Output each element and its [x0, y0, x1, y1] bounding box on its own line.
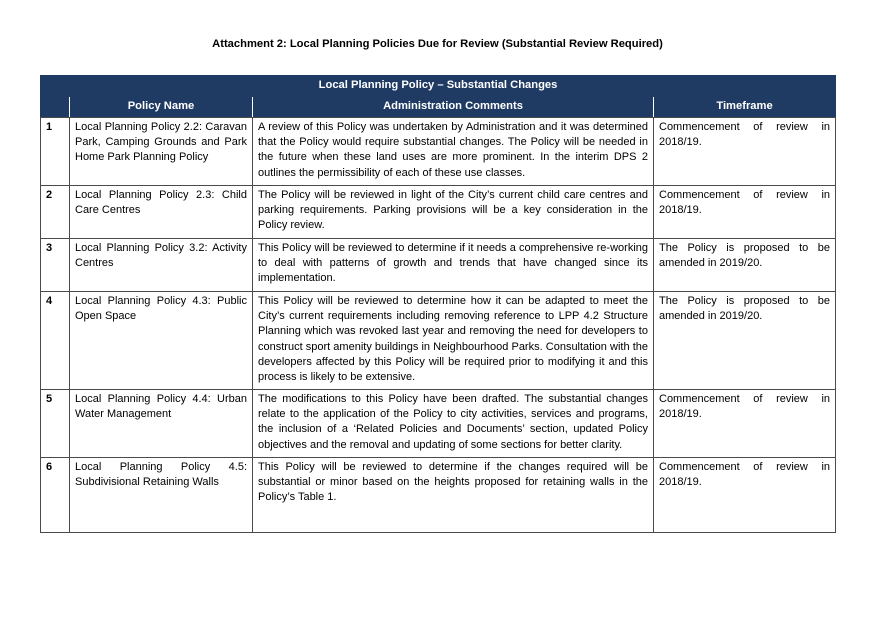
table-row	[41, 458, 836, 533]
timeframe-cell: The Policy is proposed to be amended in 2019/20.	[654, 239, 836, 292]
comments-cell: A review of this Policy was undertaken by Administration and it was determined that the Policy would require substantial changes. The Policy will be needed in the future when these land uses are more prominent. In the interim DPS 2 outlines the permissibility of each of these use classes.	[253, 118, 654, 186]
table-row	[41, 239, 836, 292]
table-banner: Local Planning Policy – Substantial Changes	[41, 76, 836, 97]
policy-name-cell: Local Planning Policy 3.2: Activity Centres	[70, 239, 253, 292]
policy-name-cell: Local Planning Policy 4.4: Urban Water Management	[70, 390, 253, 458]
comments-column-header: Administration Comments	[253, 97, 654, 118]
table-header-row	[41, 97, 836, 118]
row-number: 6	[41, 458, 70, 533]
comments-cell: The modifications to this Policy have been drafted. The substantial changes relate to the application of the Policy to city activities, services and programs, the inclusion of a ‘Related Policies and Documents’ section, updated Policy objectives and the removal and updating of some sections for better clarity.	[253, 390, 654, 458]
comments-cell: This Policy will be reviewed to determine if the changes required will be substantial or minor based on the heights proposed for retaining walls in the Policy’s Table 1.	[253, 458, 654, 533]
policy-name-cell: Local Planning Policy 4.5: Subdivisional Retaining Walls	[70, 458, 253, 533]
policy-name-cell: Local Planning Policy 4.3: Public Open Space	[70, 292, 253, 390]
row-number: 1	[41, 118, 70, 186]
policy-name-cell: Local Planning Policy 2.2: Caravan Park, Camping Grounds and Park Home Park Planning Policy	[70, 118, 253, 186]
number-column-header	[41, 97, 70, 118]
timeframe-cell: Commencement of review in 2018/19.	[654, 186, 836, 239]
comments-cell: This Policy will be reviewed to determine how it can be adapted to meet the City’s current requirements including removing reference to LPP 4.2 Structure Planning which was revoked last year and removing the need for developers to construct sport amenity buildings in Neighbourhood Parks. Consultation with the developers affected by this Policy will be required prior to modifying it and this process is likely to be extensive.	[253, 292, 654, 390]
timeframe-cell: Commencement of review in 2018/19.	[654, 458, 836, 533]
timeframe-cell: Commencement of review in 2018/19.	[654, 118, 836, 186]
row-number: 4	[41, 292, 70, 390]
policy-name-column-header: Policy Name	[70, 97, 253, 118]
table-row	[41, 292, 836, 390]
table-row	[41, 390, 836, 458]
row-number: 3	[41, 239, 70, 292]
timeframe-cell: The Policy is proposed to be amended in 2019/20.	[654, 292, 836, 390]
table-banner-row	[41, 76, 836, 97]
policy-review-table	[40, 75, 836, 533]
document-title: Attachment 2: Local Planning Policies Due for Review (Substantial Review Required)	[212, 38, 663, 50]
comments-cell: The Policy will be reviewed in light of the City’s current child care centres and parking requirements. Parking provisions will be a key consideration in the Policy review.	[253, 186, 654, 239]
comments-cell: This Policy will be reviewed to determine if it needs a comprehensive re-working to deal with patterns of growth and trends that have changed since its implementation.	[253, 239, 654, 292]
policy-name-cell: Local Planning Policy 2.3: Child Care Centres	[70, 186, 253, 239]
row-number: 5	[41, 390, 70, 458]
table-row	[41, 186, 836, 239]
timeframe-column-header: Timeframe	[654, 97, 836, 118]
timeframe-cell: Commencement of review in 2018/19.	[654, 390, 836, 458]
table-row	[41, 118, 836, 186]
row-number: 2	[41, 186, 70, 239]
